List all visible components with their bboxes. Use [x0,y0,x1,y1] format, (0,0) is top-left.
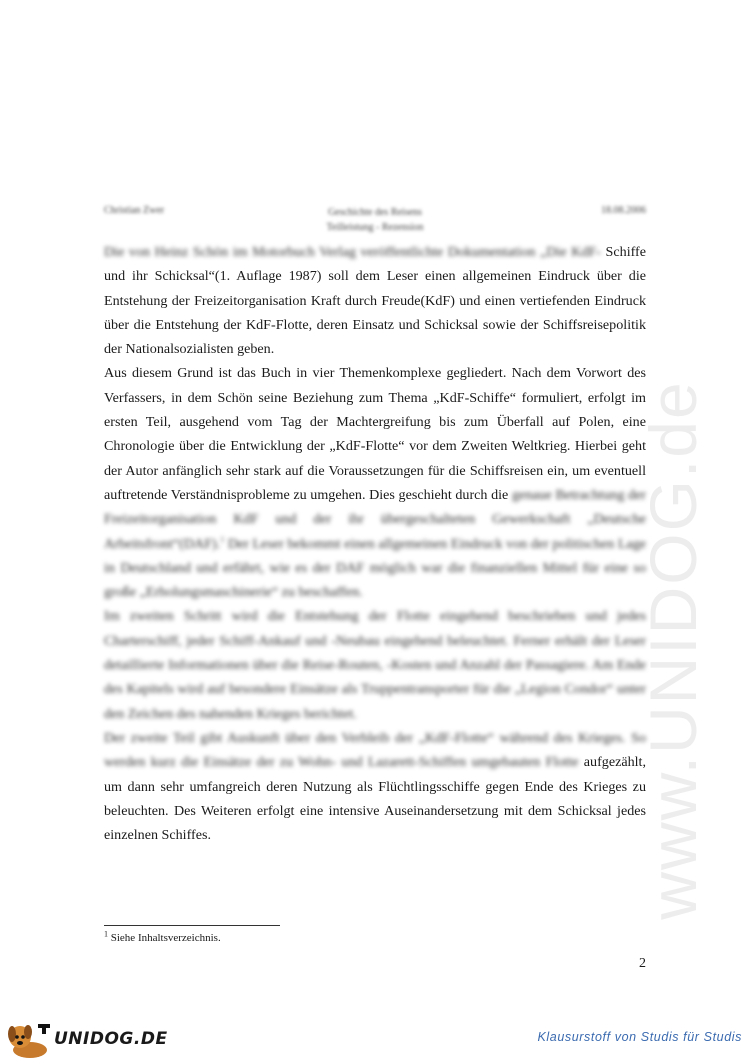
paragraph-text: Aus diesem Grund ist das Buch in vier Themenkomplexe gegliedert. Nach dem Vorwort des Verfassers, in dem Schön seine Beziehung zum Thema „KdF-Schiffe“ formuliert, erfolgt im ersten Teil, ausgehend vom Tag der Machtergreifung bis zum Überfall auf Polen, eine Chronologie über die Entwicklung der „KdF-Flotte“ vor dem Zweiten Weltkrieg. Hierbei geht der Autor anfänglich sehr stark auf die Voraussetzungen für die Schiffsreisen ein, um eventuell auftretende Verständnisprobleme zu umgehen. Dies geschieht durch die [104,365,646,503]
paragraph-text: Schiffe und ihr Schicksal“(1. Auflage 1987) soll dem Leser einen allgemeinen Eindruck über die Entstehung der Freizeitorganisation Kraft durch Freude(KdF) und einen vertiefenden Eindruck über die Entstehung der KdF-Flotte, deren Einsatz und Schicksal sowie der Schiffsreisepolitik der Nationalsozialisten geben. [104,244,646,358]
footnote-divider [104,925,280,926]
footer-tagline: Klausurstoff von Studis für Studis [537,1030,742,1044]
footnote [104,931,221,945]
paragraph-text: aufgezählt, um dann sehr umfangreich deren Nutzung als Flüchtlingsschiffe gegen Ende des Krieges zu beleuchten. Des Weiteren erfolgt eine intensive Auseinandersetzung mit dem Schicksal jedes einzelnen Schiffes. [104,754,646,844]
dog-mascot-icon [4,1020,52,1060]
footnote-reference: 1 [220,534,225,544]
watermark-text: www.UNIDOG.de [636,380,710,920]
page-number: 2 [639,956,646,971]
header-center [104,205,646,235]
header-date: 18.08.2006 [601,205,646,216]
header-course: Geschichte des Reisens [328,207,422,218]
blurred-text: Der Leser bekommt einen allgemeinen Eindruck von der politischen Lage in Deutschland und erfährt, wie es der DAF möglich war die finanziellen Mittel für eine so große „Erholungsmaschinerie“ zu beschaffen. [104,535,646,601]
paragraph-3 [104,604,646,725]
blurred-text: Der zweite Teil gibt Auskunft über den Verbleib der „KdF-Flotte“ während des Krieges. So werden kurz die Einsätze der zu Wohn- und Lazarett-Schiffen umgebauten Flotte [104,729,646,771]
blurred-text: Im zweiten Schritt wird die Entstehung der Flotte eingehend beschrieben und jedes Charterschiff, jeder Schiff-Ankauf und -Neubau eingehend beleuchtet. Ferner erhält der Leser detaillierte Informationen über die Reise-Routen, -Kosten und Anzahl der Passagiere. Am Ende des Kapitels wird auf besondere Einsätze als Truppentransporter für die „Legion Condor“ unter den Zeichen des nahenden Krieges berichtet. [104,608,646,722]
paragraph-4 [104,726,646,847]
footnote-text: Siehe Inhaltsverzeichnis. [110,932,221,944]
footnote-number: 1 [104,929,108,939]
logo-text: UNIDOG.DE [54,1029,168,1049]
header-author: Christian Zwer [104,205,165,216]
page-header [104,205,646,245]
blurred-text: Die von Heinz Schön im Motorbuch Verlag veröffentlichte Dokumentation „Die KdF- [104,244,601,260]
paragraph-1 [104,240,646,361]
unidog-logo [4,1020,174,1060]
blurred-text: genaue Betrachtung der Freizeitorganisation KdF und der ihr übergeschalteten Gewerkschaft „Deutsche Arbeitsfront“(DAF). [104,486,646,552]
paragraph-2 [104,361,646,604]
document-body [104,240,646,847]
header-assignment: Teilleistung - Rezension [326,222,424,233]
